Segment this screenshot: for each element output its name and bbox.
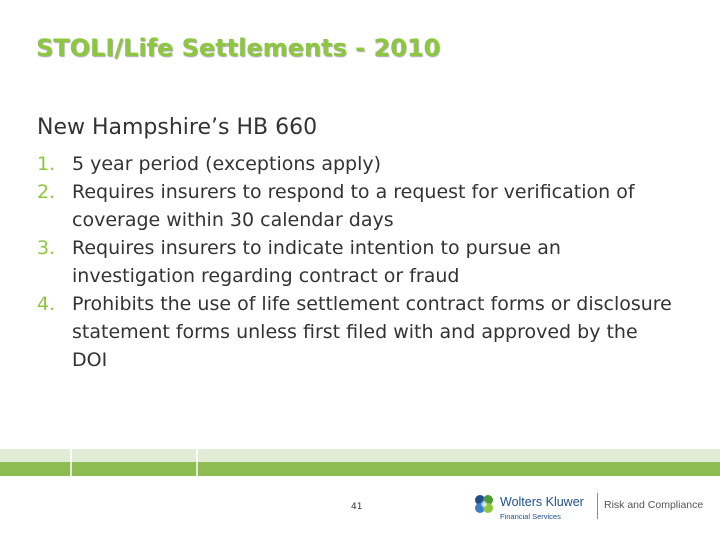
logo-divider — [597, 493, 598, 519]
list-item-text: Requires insurers to indicate intention to pursue an investigation regarding contract or fraud — [72, 237, 561, 287]
footer-band-dark — [0, 462, 720, 476]
list-item — [37, 178, 677, 234]
list-item — [37, 234, 677, 290]
list-item-number: 2. — [37, 181, 56, 203]
slide-title: STOLI/Life Settlements - 2010 — [36, 34, 441, 62]
slide-subtitle: New Hampshire’s HB 660 — [37, 115, 318, 140]
list-item — [37, 150, 677, 178]
brand-division: Financial Services — [500, 512, 561, 521]
list-item-text: Prohibits the use of life settlement contract forms or disclosure statement forms unless first filed with and approved by the DOI — [72, 293, 672, 371]
page-number: 41 — [351, 502, 363, 512]
list-item — [37, 290, 677, 374]
list-item-number: 4. — [37, 293, 56, 315]
brand-tagline: Risk and Compliance — [604, 499, 704, 511]
brand-name: Wolters Kluwer — [500, 495, 584, 509]
numbered-list — [37, 150, 677, 374]
list-item-text: Requires insurers to respond to a request for verification of coverage within 30 calendar days — [72, 181, 635, 231]
list-item-text: 5 year period (exceptions apply) — [72, 153, 382, 175]
list-item-number: 1. — [37, 153, 56, 175]
footer-band-divider — [70, 449, 72, 476]
footer-band-divider — [196, 449, 198, 476]
wolters-kluwer-globe-icon — [472, 492, 496, 516]
list-item-number: 3. — [37, 237, 56, 259]
